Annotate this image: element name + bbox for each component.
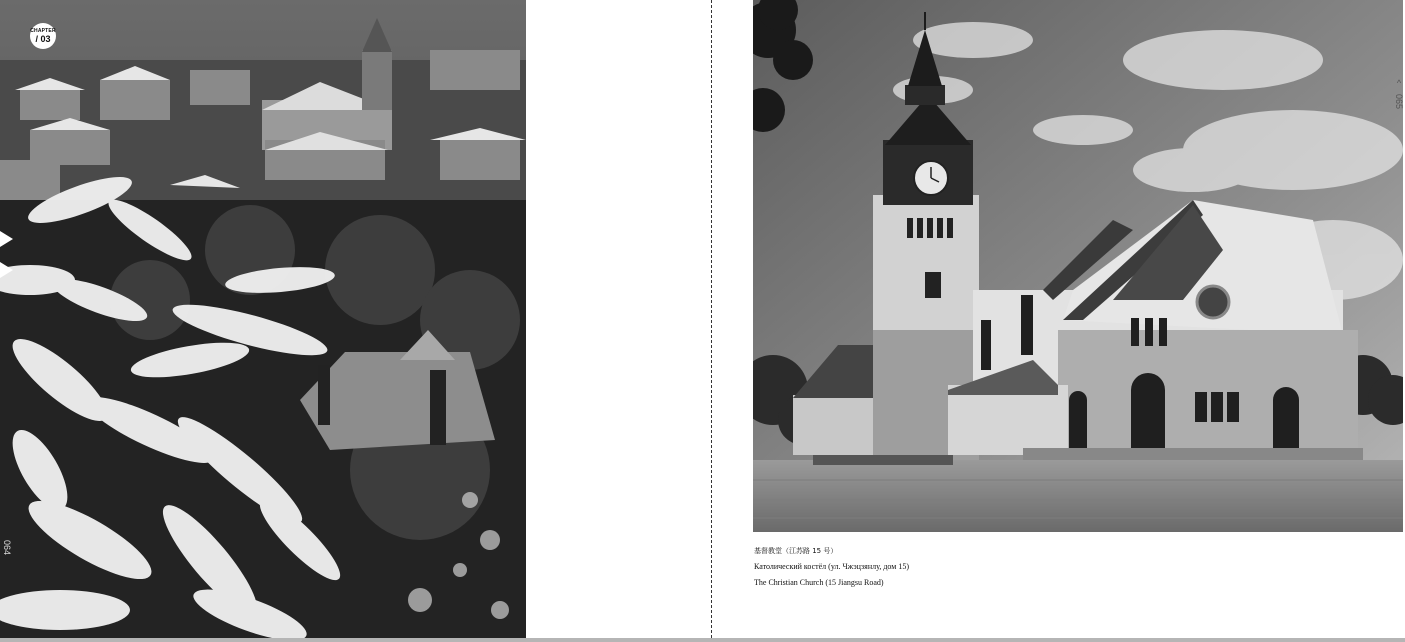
triangle-marker-icon	[0, 231, 13, 247]
chapter-badge	[30, 23, 56, 49]
snowy-hillside-photo	[0, 0, 526, 638]
church-photo	[753, 0, 1403, 532]
bottom-scrollbar[interactable]	[0, 638, 1405, 642]
right-page-number-block	[1392, 78, 1405, 110]
page-gutter-divider	[711, 0, 712, 638]
caption-chinese: 基督教堂（江苏路 15 号）	[754, 547, 838, 555]
triangle-marker-icon	[0, 262, 13, 278]
caption-english: The Christian Church (15 Jiangsu Road)	[754, 578, 884, 587]
right-page-number: 065	[1394, 94, 1404, 110]
photo-caption	[754, 543, 909, 591]
chapter-number: / 03	[35, 34, 51, 44]
chapter-label: CHAPTER	[30, 28, 56, 34]
chevron-up-icon: ^	[1396, 78, 1402, 88]
caption-russian: Католический костёл (ул. Чжэцзянлу, дом 15)	[754, 562, 909, 571]
left-page-number: 064	[2, 540, 12, 556]
